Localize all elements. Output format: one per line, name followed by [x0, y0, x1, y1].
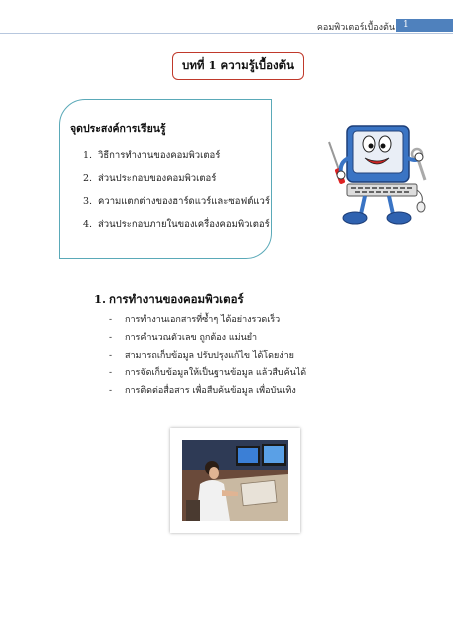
objective-item: 4. ส่วนประกอบภายในของเครื่องคอมพิวเตอร์ [83, 219, 270, 230]
list-item: - สามารถเก็บข้อมูล ปรับปรุงแก้ไข ได้โดยง่าย [109, 350, 294, 361]
list-item: - การคำนวณตัวเลข ถูกต้อง แม่นยำ [109, 332, 258, 343]
header-divider [0, 33, 453, 34]
computer-mascot-icon [325, 118, 430, 228]
list-item: - การติดต่อสื่อสาร เพื่อสืบค้นข้อมูล เพื่อบันเทิง [109, 386, 296, 397]
list-item: - การจัดเก็บข้อมูลให้เป็นฐานข้อมูล แล้วสืบค้นได้ [109, 368, 307, 379]
section-number: 1. [94, 292, 107, 306]
section-title-text: การทำงานของคอมพิวเตอร์ [109, 292, 244, 306]
running-header: คอมพิวเตอร์เบื้องต้น [316, 23, 395, 33]
objective-item: 2. ส่วนประกอบของคอมพิวเตอร์ [83, 173, 217, 184]
objectives-heading: จุดประสงค์การเรียนรู้ [70, 123, 166, 135]
objective-item: 1. วิธีการทำงานของคอมพิวเตอร์ [83, 150, 221, 161]
person-at-computer-photo [182, 440, 288, 521]
objectives-box [59, 99, 272, 259]
objective-item: 3. ความแตกต่างของฮาร์ดแวร์และซอฟต์แวร์ [83, 196, 270, 207]
chapter-title: บทที่ 1 ความรู้เบื้องต้น [172, 52, 304, 80]
list-item: - การทำงานเอกสารที่ซ้ำๆ ได้อย่างรวดเร็ว [109, 315, 281, 325]
section-heading [94, 291, 244, 309]
section-bullet-list [109, 313, 306, 402]
objectives-list [83, 148, 270, 240]
page-number: 1 [396, 19, 453, 32]
photo-frame [170, 428, 300, 533]
